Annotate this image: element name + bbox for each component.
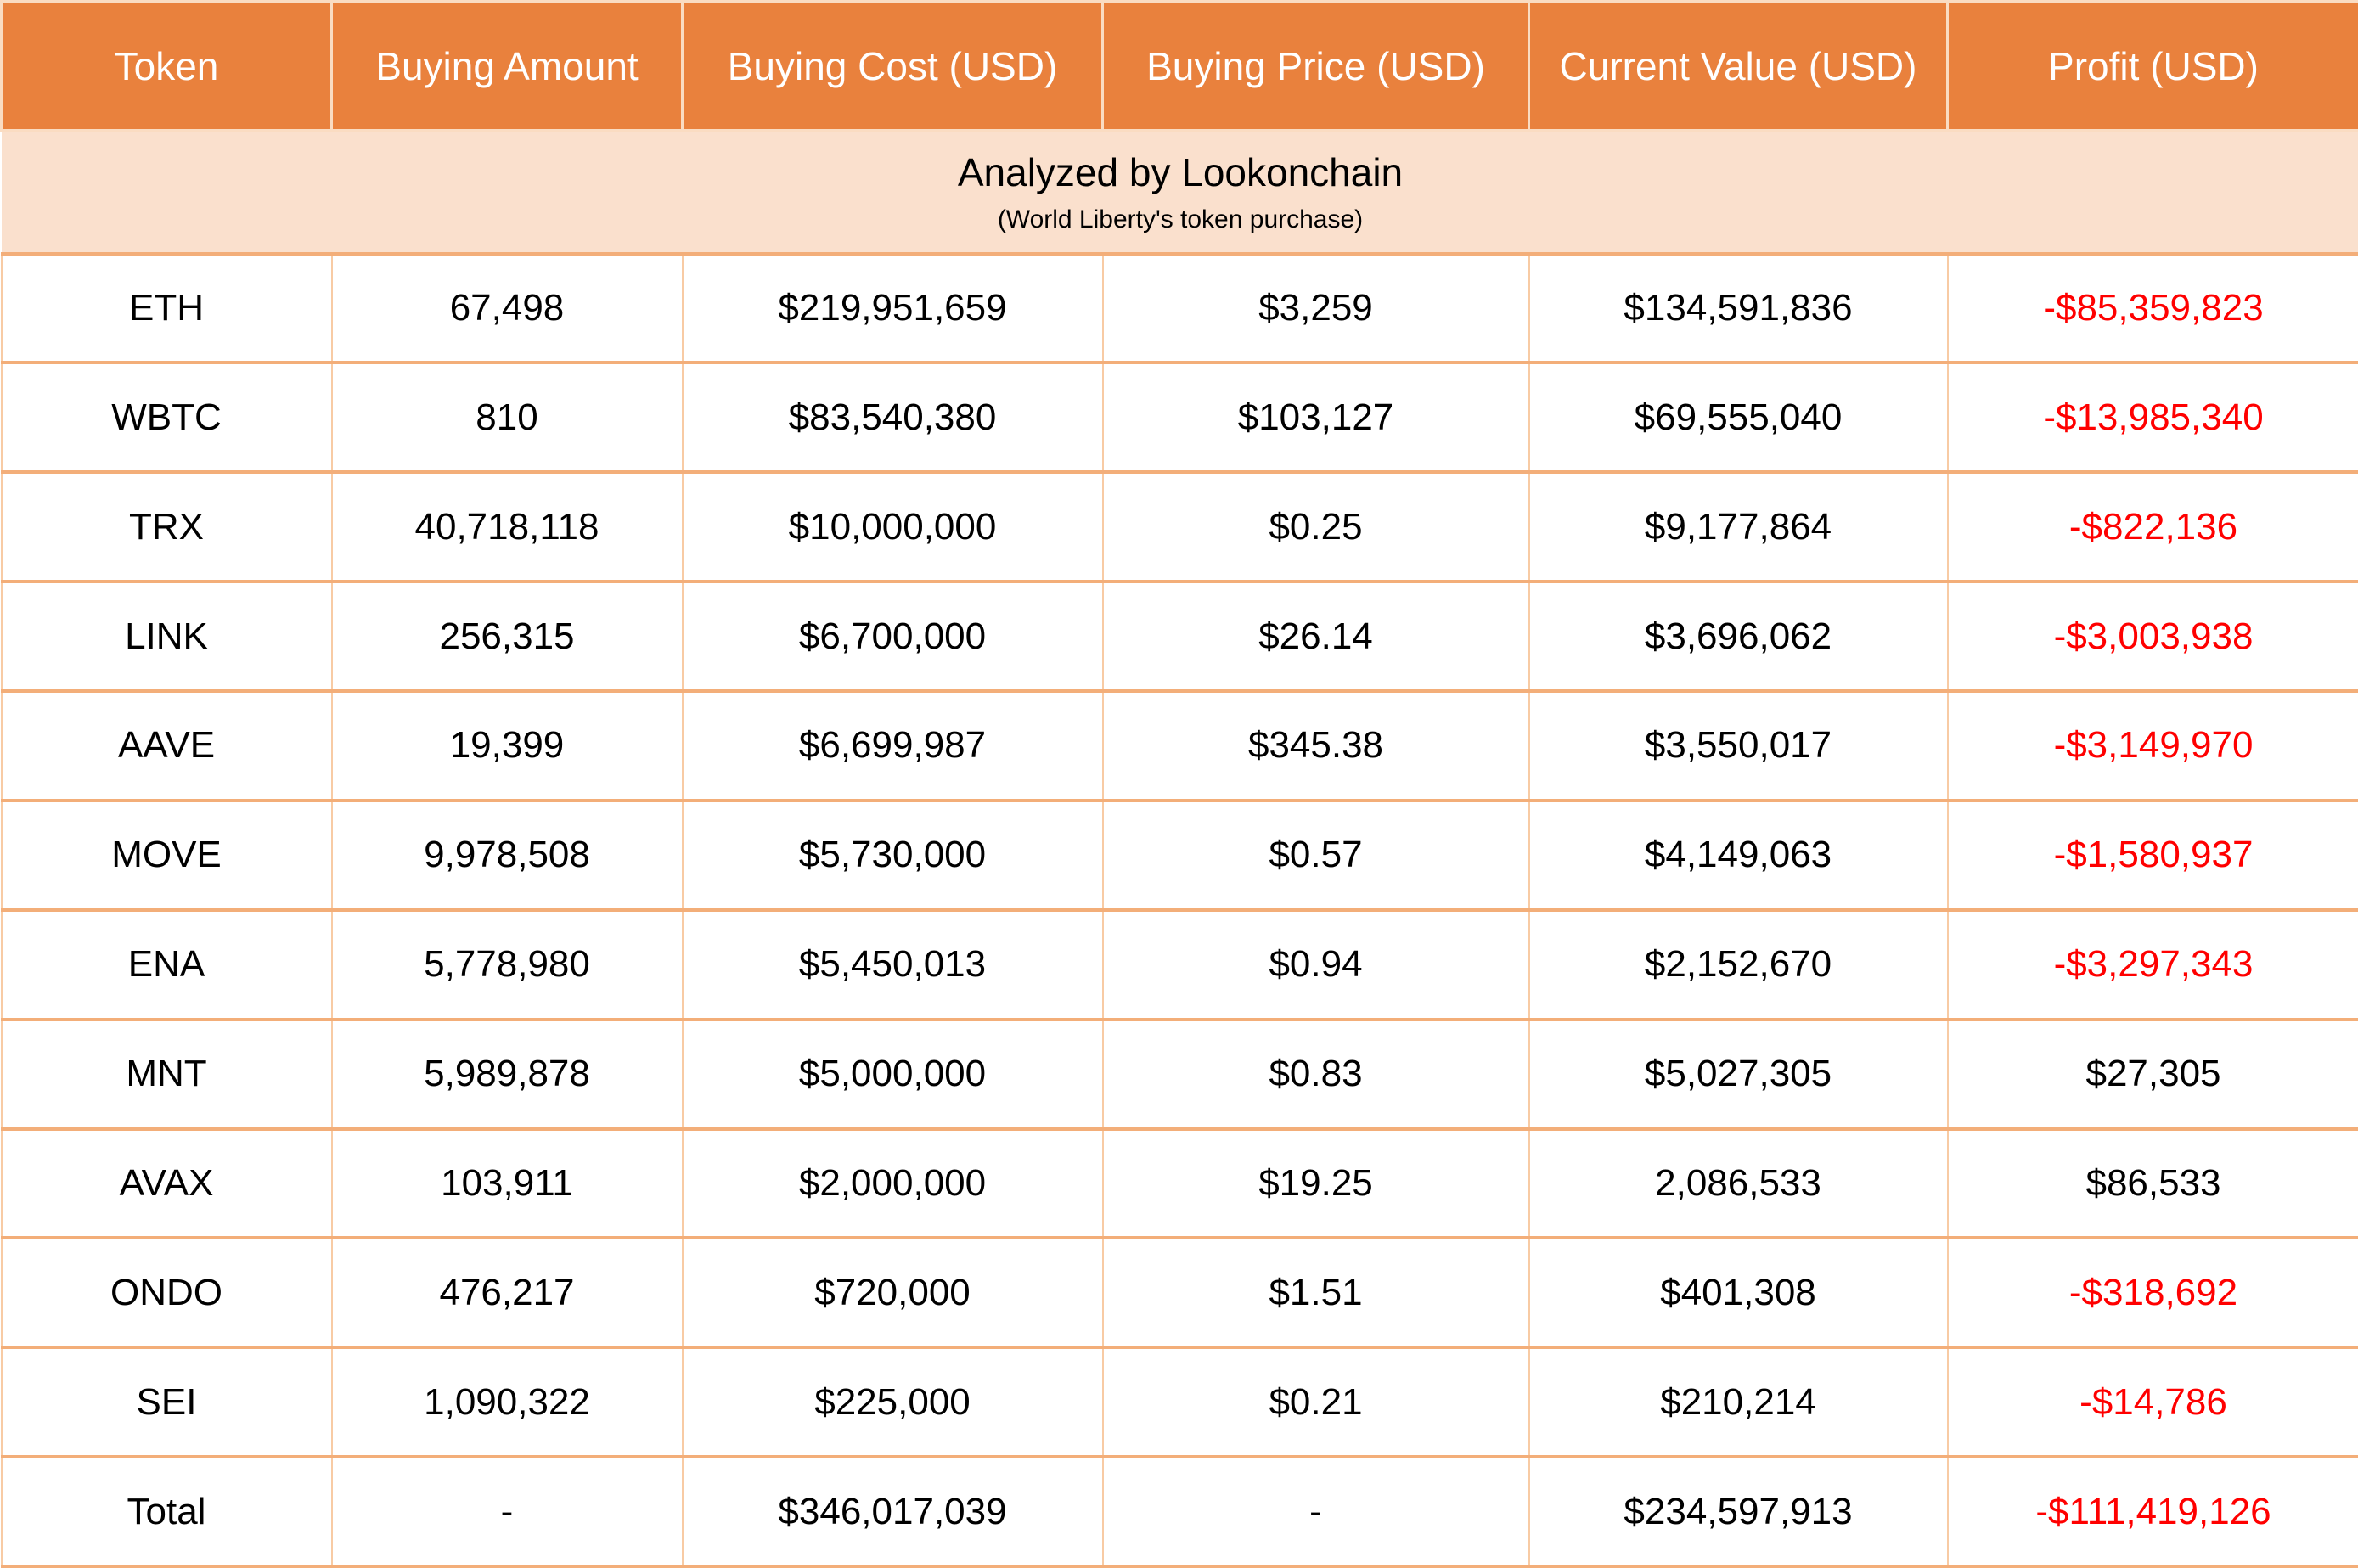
cell-profit: $86,533 [1948, 1129, 2358, 1239]
cell-current-value: $234,597,913 [1529, 1457, 1948, 1566]
cell-buying-price: $0.83 [1103, 1020, 1529, 1129]
cell-profit: -$822,136 [1948, 472, 2358, 582]
cell-profit: -$3,297,343 [1948, 910, 2358, 1020]
cell-buying-cost: $5,450,013 [683, 910, 1103, 1020]
cell-current-value: $134,591,836 [1529, 254, 1948, 363]
cell-profit: -$318,692 [1948, 1238, 2358, 1347]
cell-profit: -$3,003,938 [1948, 582, 2358, 691]
cell-buying-price: $0.25 [1103, 472, 1529, 582]
cell-profit: -$111,419,126 [1948, 1457, 2358, 1566]
cell-buying-cost: $346,017,039 [683, 1457, 1103, 1566]
cell-buying-cost: $10,000,000 [683, 472, 1103, 582]
cell-buying-cost: $5,730,000 [683, 801, 1103, 910]
col-header-current-value: Current Value (USD) [1529, 2, 1948, 131]
cell-current-value: $4,149,063 [1529, 801, 1948, 910]
cell-buying-amount: 476,217 [332, 1238, 683, 1347]
cell-buying-amount: 256,315 [332, 582, 683, 691]
table-row [2, 254, 2358, 363]
cell-buying-amount: 5,778,980 [332, 910, 683, 1020]
table-row [2, 582, 2358, 691]
cell-current-value: $9,177,864 [1529, 472, 1948, 582]
cell-current-value: $5,027,305 [1529, 1020, 1948, 1129]
table-row [2, 1020, 2358, 1129]
cell-buying-cost: $720,000 [683, 1238, 1103, 1347]
cell-profit: -$1,580,937 [1948, 801, 2358, 910]
cell-buying-price: $0.21 [1103, 1347, 1529, 1457]
cell-buying-cost: $6,700,000 [683, 582, 1103, 691]
table-row [2, 362, 2358, 472]
cell-token: MOVE [2, 801, 332, 910]
cell-token: MNT [2, 1020, 332, 1129]
cell-buying-price: $19.25 [1103, 1129, 1529, 1239]
cell-token: SEI [2, 1347, 332, 1457]
cell-buying-cost: $83,540,380 [683, 362, 1103, 472]
table-row [2, 691, 2358, 801]
cell-buying-amount: 5,989,878 [332, 1020, 683, 1129]
cell-token: AAVE [2, 691, 332, 801]
banner-inner [2, 132, 2358, 252]
table-row [2, 1129, 2358, 1239]
header-row [2, 2, 2358, 131]
cell-token: ETH [2, 254, 332, 363]
cell-buying-price: $345.38 [1103, 691, 1529, 801]
cell-current-value: $69,555,040 [1529, 362, 1948, 472]
cell-buying-price: $3,259 [1103, 254, 1529, 363]
cell-profit: -$3,149,970 [1948, 691, 2358, 801]
cell-buying-amount: 67,498 [332, 254, 683, 363]
col-header-profit: Profit (USD) [1948, 2, 2358, 131]
table-row [2, 1457, 2358, 1566]
cell-buying-cost: $5,000,000 [683, 1020, 1103, 1129]
cell-token: LINK [2, 582, 332, 691]
cell-token: Total [2, 1457, 332, 1566]
banner-title: Analyzed by Lookonchain [957, 149, 1404, 194]
col-header-buying-amount: Buying Amount [332, 2, 683, 131]
cell-current-value: $3,550,017 [1529, 691, 1948, 801]
col-header-token: Token [2, 2, 332, 131]
cell-buying-amount: 19,399 [332, 691, 683, 801]
cell-buying-amount: 103,911 [332, 1129, 683, 1239]
cell-buying-cost: $6,699,987 [683, 691, 1103, 801]
cell-current-value: $2,152,670 [1529, 910, 1948, 1020]
cell-profit: -$13,985,340 [1948, 362, 2358, 472]
cell-current-value: 2,086,533 [1529, 1129, 1948, 1239]
cell-token: TRX [2, 472, 332, 582]
cell-buying-cost: $2,000,000 [683, 1129, 1103, 1239]
cell-buying-amount: 810 [332, 362, 683, 472]
cell-buying-amount: 1,090,322 [332, 1347, 683, 1457]
cell-current-value: $210,214 [1529, 1347, 1948, 1457]
table-row [2, 801, 2358, 910]
cell-buying-price: $0.94 [1103, 910, 1529, 1020]
table-row [2, 910, 2358, 1020]
cell-buying-cost: $219,951,659 [683, 254, 1103, 363]
cell-token: ENA [2, 910, 332, 1020]
banner-row [2, 131, 2358, 254]
cell-profit: $27,305 [1948, 1020, 2358, 1129]
cell-buying-price: $0.57 [1103, 801, 1529, 910]
col-header-buying-cost: Buying Cost (USD) [683, 2, 1103, 131]
cell-token: WBTC [2, 362, 332, 472]
banner-cell [2, 131, 2358, 254]
cell-buying-price: - [1103, 1457, 1529, 1566]
cell-current-value: $401,308 [1529, 1238, 1948, 1347]
cell-buying-amount: 40,718,118 [332, 472, 683, 582]
banner-subtitle: (World Liberty's token purchase) [997, 205, 1364, 233]
cell-buying-price: $103,127 [1103, 362, 1529, 472]
table-row [2, 1238, 2358, 1347]
cell-buying-price: $26.14 [1103, 582, 1529, 691]
cell-buying-amount: - [332, 1457, 683, 1566]
cell-current-value: $3,696,062 [1529, 582, 1948, 691]
cell-profit: -$14,786 [1948, 1347, 2358, 1457]
cell-buying-cost: $225,000 [683, 1347, 1103, 1457]
col-header-buying-price: Buying Price (USD) [1103, 2, 1529, 131]
table-row [2, 472, 2358, 582]
cell-profit: -$85,359,823 [1948, 254, 2358, 363]
cell-token: AVAX [2, 1129, 332, 1239]
table-row [2, 1347, 2358, 1457]
cell-buying-amount: 9,978,508 [332, 801, 683, 910]
cell-token: ONDO [2, 1238, 332, 1347]
cell-buying-price: $1.51 [1103, 1238, 1529, 1347]
